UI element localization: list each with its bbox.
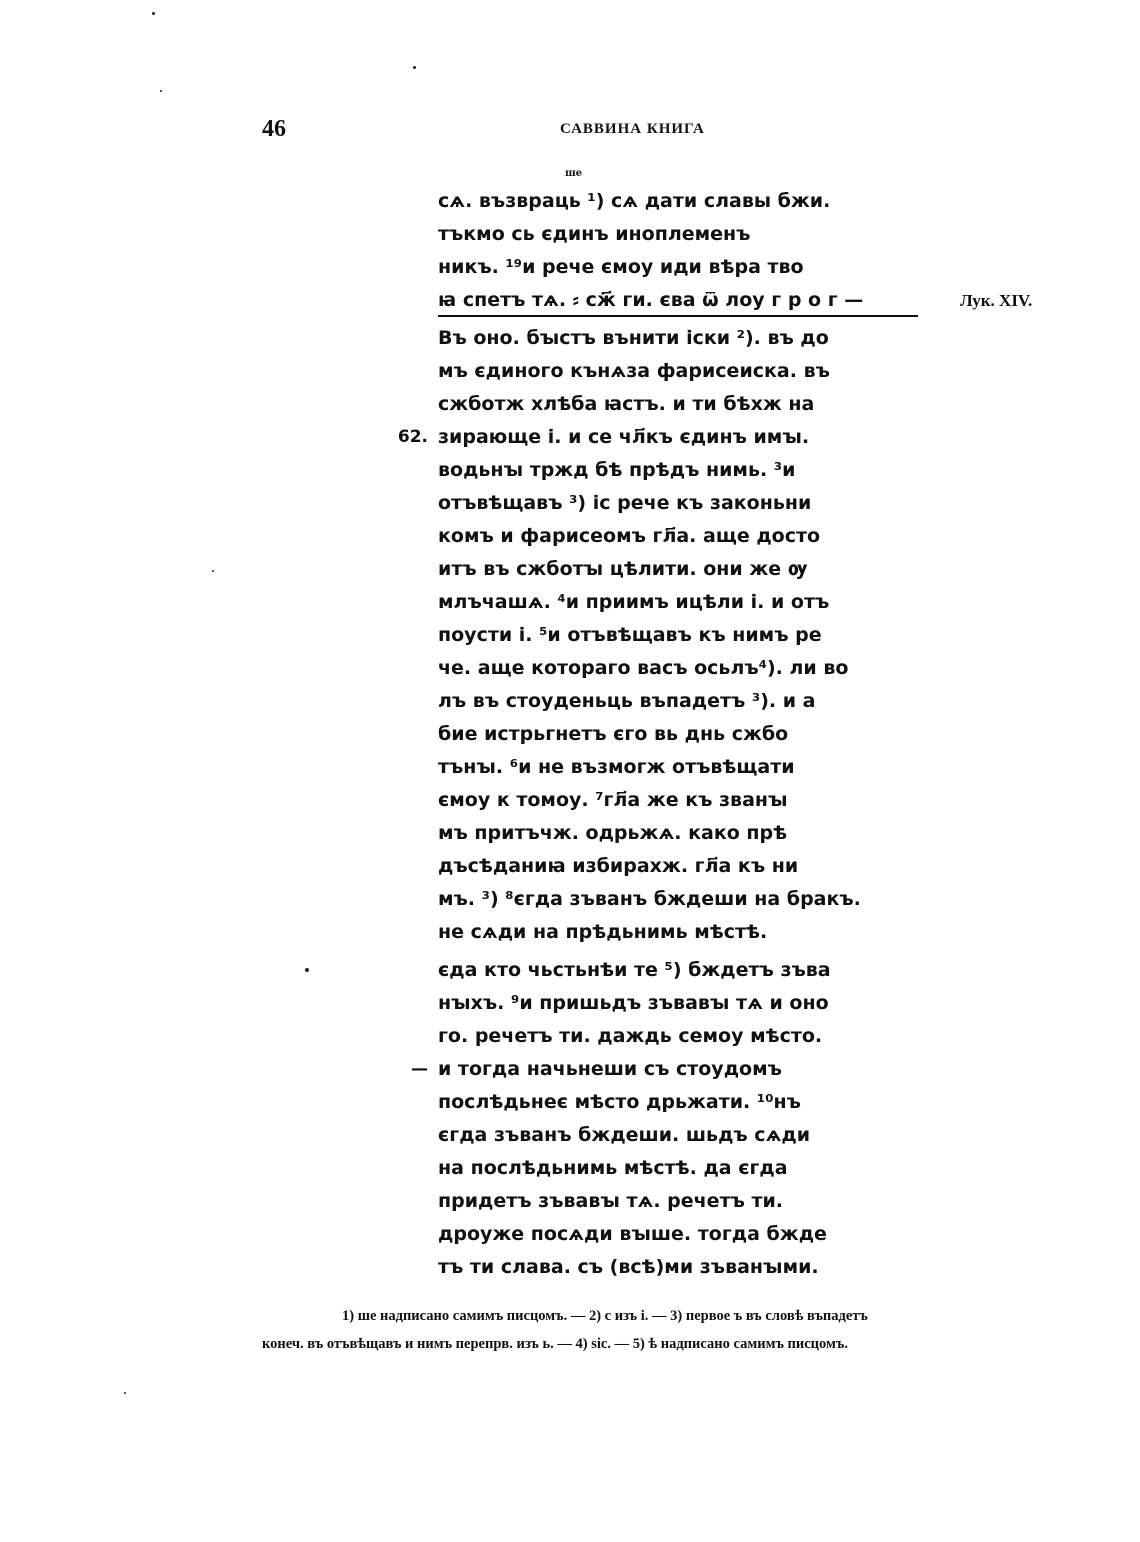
text-line [397,421,938,454]
line-text: го. речетъ ти. даждь семоу мѣсто. [438,1025,823,1047]
text-line [438,251,938,284]
line-text: че. аще котораго васъ осьлъ⁴). ли во [438,657,849,679]
left-margin-note: — [411,1059,428,1079]
line-text: мъ притъчж. одрьжѧ. како прѣ [438,822,788,844]
text-line [438,586,938,619]
text-line [438,1119,938,1152]
text-line [438,784,938,817]
text-line [438,954,938,987]
line-text: ꙗ спетъ тѧ. ⸗ сж҃ ги. єва ѿ лоу г р о г — [438,289,864,311]
text-line [438,916,938,949]
text-line [438,487,938,520]
line-text: єда кто чьстьнѣи те ⁵) бждетъ зъва [438,959,831,981]
line-text: водьнꙑ тржд бѣ прѣдъ нимь. ³и [438,459,796,481]
running-head: САВВИНА КНИГА [560,121,705,137]
line-text: дроуже посѧди вꙑше. тогда бжде [438,1223,827,1245]
line-text: придетъ зъвавꙑ тѧ. речетъ ти. [438,1190,784,1212]
text-line [438,685,938,718]
line-text: мъ єдиного кънѧза фарисеиска. въ [438,360,830,382]
text-line [438,454,938,487]
line-text: тънꙑ. ⁶и не възмогж отъвѣщати [438,756,795,778]
text-line [438,1086,938,1119]
text-line [438,850,938,883]
text-line [438,185,938,218]
line-text: тъкмо сь єдинъ иноплеменъ [438,223,751,245]
line-text: лъ въ стоуденьць въпадетъ ³). и а [438,690,816,712]
text-line [438,520,938,553]
line-text: поусти і. ⁵и отъвѣщавъ къ нимъ ре [438,624,822,646]
right-margin-note: Лук. XIV. [960,291,1033,310]
line-text: не сѧди на прѣдьнимь мѣстѣ. [438,921,768,943]
text-line [411,1053,938,1086]
text-line [438,883,938,916]
line-text: ємоу к томоу. ⁷гл҃а же къ званꙑ [438,789,788,811]
text-line [438,718,938,751]
text-line [438,553,938,586]
line-text: нꙑхъ. ⁹и пришьдъ зъвавꙑ тѧ и оно [438,992,829,1014]
text-line [438,619,938,652]
line-text: отъвѣщавъ ³) іс рече къ законьни [438,492,812,514]
scan-speck [124,1392,126,1394]
scan-speck [152,12,155,15]
line-text: Въ оно. бꙑстъ вънити іски ²). въ до [438,327,829,349]
line-text: мъ. ³) ⁸єгда зъванъ бждеши на бракъ. [438,888,861,910]
scan-speck [160,90,162,92]
text-line [438,322,938,355]
line-text: єгда зъванъ бждеши. шьдъ сѧди [438,1124,811,1146]
line-text: бие истрьгнетъ єго вь днь сжбо [438,723,789,745]
footnote-line-1: 1) ше надписано самимъ писцомъ. — 2) с изъ і. — 3) первое ъ въ словѣ въпадетъ [342,1308,868,1324]
footnotes [262,1302,1082,1358]
text-line [438,751,938,784]
text-line [438,817,938,850]
line-text: комъ и фарисеомъ гл҃а. аще досто [438,525,821,547]
line-text: сжботж хлѣба ꙗстъ. и ти бѣхж на [438,393,815,415]
scan-speck [212,570,214,572]
text-line [438,284,1033,317]
text-line [438,652,938,685]
text-line [438,388,938,421]
line-text: зирающе і. и се чл҃къ єдинъ имꙑ. [438,426,810,448]
text-line [438,355,938,388]
scan-speck [305,968,309,972]
footnote-line-2: конеч. въ отъвѣщавъ и нимъ перепрв. изъ ь. — 4) sic. — 5) ѣ надписано самимъ писцомъ. [262,1336,848,1352]
superline-mark: ше [565,168,583,179]
left-margin-note: 62. [397,427,428,447]
line-text: и тогда начьнеши съ стоудомъ [438,1058,782,1080]
line-text: итъ въ сжботꙑ цѣлити. они же ѹ [438,558,808,580]
line-text: сѧ. възвраць ¹) сѧ дати славы бжи. [438,190,831,212]
text-line [438,1251,938,1284]
line-text: дъсѣданиꙗ избирахж. гл҃а къ ни [438,855,799,877]
page-number: 46 [262,116,286,142]
text-line [438,1020,938,1053]
line-text: млъчашѧ. ⁴и приимъ ицѣли і. и отъ [438,591,830,613]
text-line [438,1152,938,1185]
line-text: на послѣдьнимь мѣстѣ. да єгда [438,1157,788,1179]
scan-speck [413,66,416,69]
text-line [438,987,938,1020]
line-text: тъ ти слава. съ (всѣ)ми зъванꙑми. [438,1256,819,1278]
text-line [438,1218,938,1251]
text-line [438,218,938,251]
line-text: никъ. ¹⁹и рече ємоу иди вѣра тво [438,256,804,278]
main-text-block [397,185,1033,1284]
line-text: послѣдьнеє мѣсто дрьжати. ¹⁰нъ [438,1091,801,1113]
text-line [438,1185,938,1218]
